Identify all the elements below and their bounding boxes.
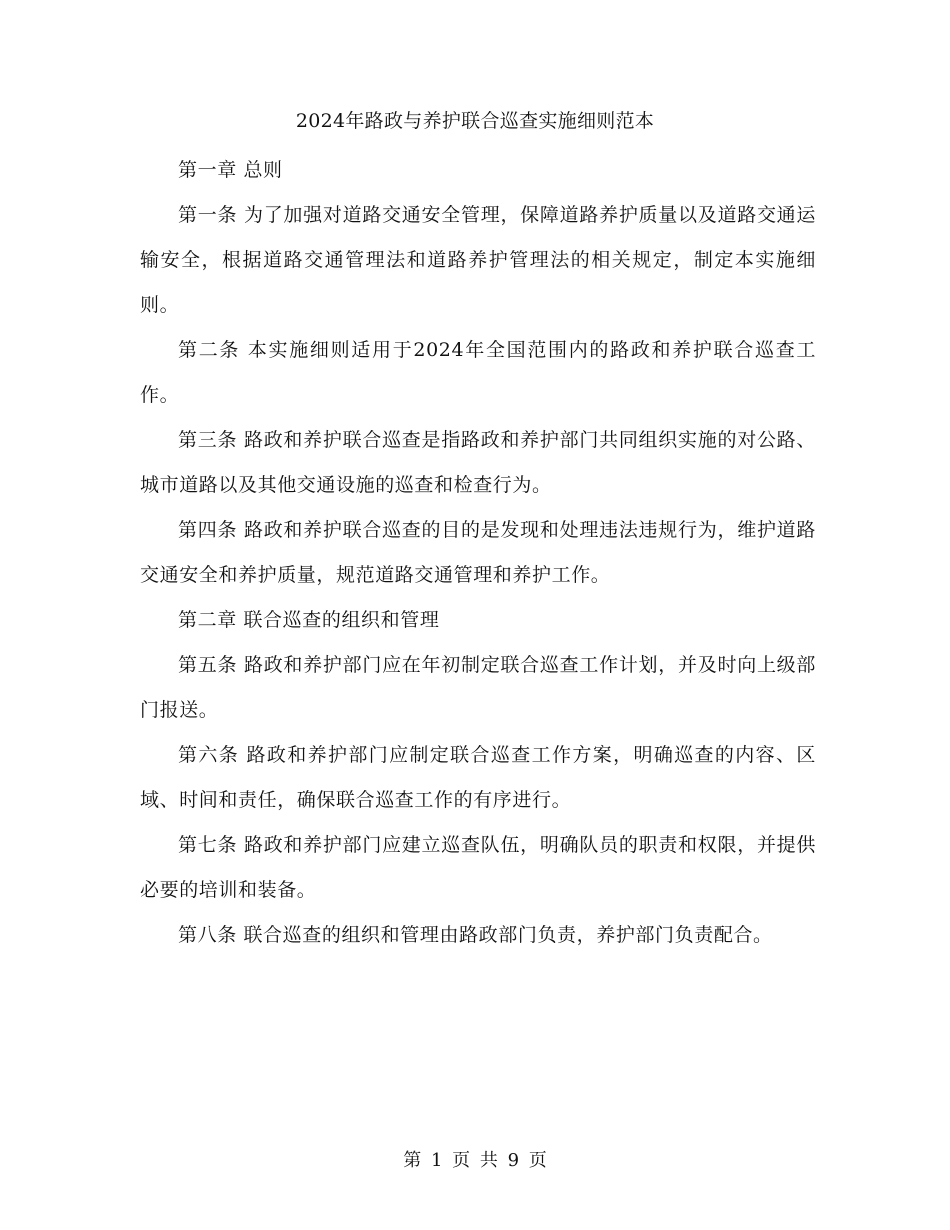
article-2: 第二条 本实施细则适用于2024年全国范围内的路政和养护联合巡查工作。 (140, 339, 816, 406)
chapter-heading-2: 第二章 联合巡查的组织和管理 (178, 609, 440, 631)
article-7: 第七条 路政和养护部门应建立巡查队伍，明确队员的职责和权限，并提供必要的培训和装备。 (140, 834, 816, 901)
article-1: 第一条 为了加强对道路交通安全管理，保障道路养护质量以及道路交通运输安全，根据道路交通管理法和道路养护管理法的相关规定，制定本实施细则。 (140, 204, 816, 316)
article-6: 第六条 路政和养护部门应制定联合巡查工作方案，明确巡查的内容、区域、时间和责任，确保联合巡查工作的有序进行。 (140, 744, 816, 811)
document-body (140, 148, 816, 958)
article-3: 第三条 路政和养护联合巡查是指路政和养护部门共同组织实施的对公路、城市道路以及其他交通设施的巡查和检查行为。 (140, 429, 816, 496)
document-title: 2024年路政与养护联合巡查实施细则范本 (295, 110, 655, 132)
chapter-heading-1: 第一章 总则 (178, 159, 283, 181)
article-4: 第四条 路政和养护联合巡查的目的是发现和处理违法违规行为，维护道路交通安全和养护质量，规范道路交通管理和养护工作。 (140, 519, 816, 586)
article-5: 第五条 路政和养护部门应在年初制定联合巡查工作计划，并及时向上级部门报送。 (140, 654, 816, 721)
article-8: 第八条 联合巡查的组织和管理由路政部门负责，养护部门负责配合。 (178, 924, 773, 946)
page-number-footer: 第 1 页 共 9 页 (403, 1150, 547, 1171)
